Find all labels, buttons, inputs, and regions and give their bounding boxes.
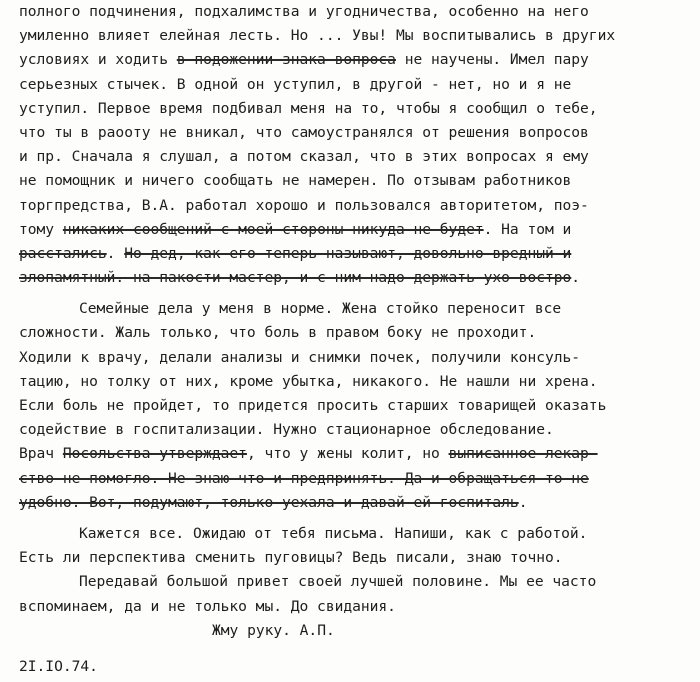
line-text: . xyxy=(106,244,125,262)
letter-line: Если боль не пройдет, то придется просить старших товарищей оказать xyxy=(19,397,607,414)
struck-text: никаких сообщений с моей стороны никуда не будет xyxy=(62,220,484,238)
struck-text: выписанное лекар- xyxy=(448,445,598,463)
letter-body xyxy=(19,0,691,679)
letter-line: Передавай большой привет своей лучшей половине. Мы ее часто xyxy=(79,573,597,591)
struck-text: Но дед, как его теперь называют, довольно вредный и xyxy=(124,244,572,262)
line-text: Врач xyxy=(19,445,63,463)
letter-line: не помощник и ничего сообщать не намерен. По отзывам работников xyxy=(19,172,572,190)
line-text: . На том и xyxy=(483,220,572,238)
letter-line: Есть ли перспектива сменить пуговицы? Ведь писали, знаю точно. xyxy=(19,549,563,567)
letter-line: Ходили к врачу, делали анализы и снимки почек, получили консуль- xyxy=(19,348,581,366)
struck-text: удобно. Вот, подумают, только уехала и давай ей госпиталь xyxy=(19,493,519,511)
letter-line: содействие в госпитализации. Нужно стационарное обследование. xyxy=(19,421,554,439)
letter-line: вспоминаем, да и не только мы. До свидания. xyxy=(19,597,396,615)
letter-line: сложности. Жаль только, что боль в правом боку не проходит. xyxy=(19,324,537,342)
struck-text: ство не помогло. Не знаю что и предпринять. Да и обращаться-то не xyxy=(19,469,589,487)
struck-text: злопамятный. на пакости мастер, и с ним надо держать ухо востро xyxy=(19,269,572,287)
letter-line: Семейные дела у меня в норме. Жена стойко переносит все xyxy=(79,300,562,318)
letter-line xyxy=(19,242,691,266)
line-text: . xyxy=(518,493,528,511)
letter-line: Кажется все. Ожидаю от тебя письма. Напиши, как с работой. xyxy=(79,524,588,542)
letter-line: что ты в раооту не вникал, что самоустранялся от решения вопросов xyxy=(19,123,589,141)
letter-date: 2I.IO.74. xyxy=(19,657,98,675)
letter-line: торгпредства, В.А. работал хорошо и пользовался авторитетом, поэ- xyxy=(19,196,589,214)
struck-text: в подожении знака вопроса xyxy=(176,51,396,69)
letter-line: тацию, но толку от них, кроме убытка, никакого. Не нашли ни хрена. xyxy=(19,372,598,390)
struck-text: расстались xyxy=(19,244,107,262)
struck-text: Посольства утверждает xyxy=(62,445,247,463)
letter-line: полного подчинения, подхалимства и угодничества, особенно на него xyxy=(19,3,589,20)
letter-line xyxy=(19,491,691,515)
line-text: . xyxy=(571,269,581,287)
letter-line: уступил. Первое время подбивал меня на то, чтобы я сообщил о тебе, xyxy=(19,99,598,117)
letter-line xyxy=(19,442,691,466)
letter-line: умиленно влияет елейная лесть. Но ... Увы! Мы воспитывались в других xyxy=(19,27,616,45)
line-text: условиях и ходить xyxy=(19,51,177,69)
signature-line: Жму руку. А.П. xyxy=(212,621,335,639)
letter-line: серьезных стычек. В одной он уступил, в другой - нет, но и я не xyxy=(19,75,572,93)
letter-line xyxy=(19,467,691,491)
line-text: , что у жены колит, но xyxy=(246,445,449,463)
letter-line xyxy=(19,218,691,242)
letter-line xyxy=(19,266,691,290)
line-text: тому xyxy=(19,220,63,238)
letter-line: и пр. Сначала я слушал, а потом сказал, что в этих вопросах я ему xyxy=(19,148,589,166)
line-text: не научены. Имел пару xyxy=(395,51,589,69)
letter-line xyxy=(19,48,691,72)
